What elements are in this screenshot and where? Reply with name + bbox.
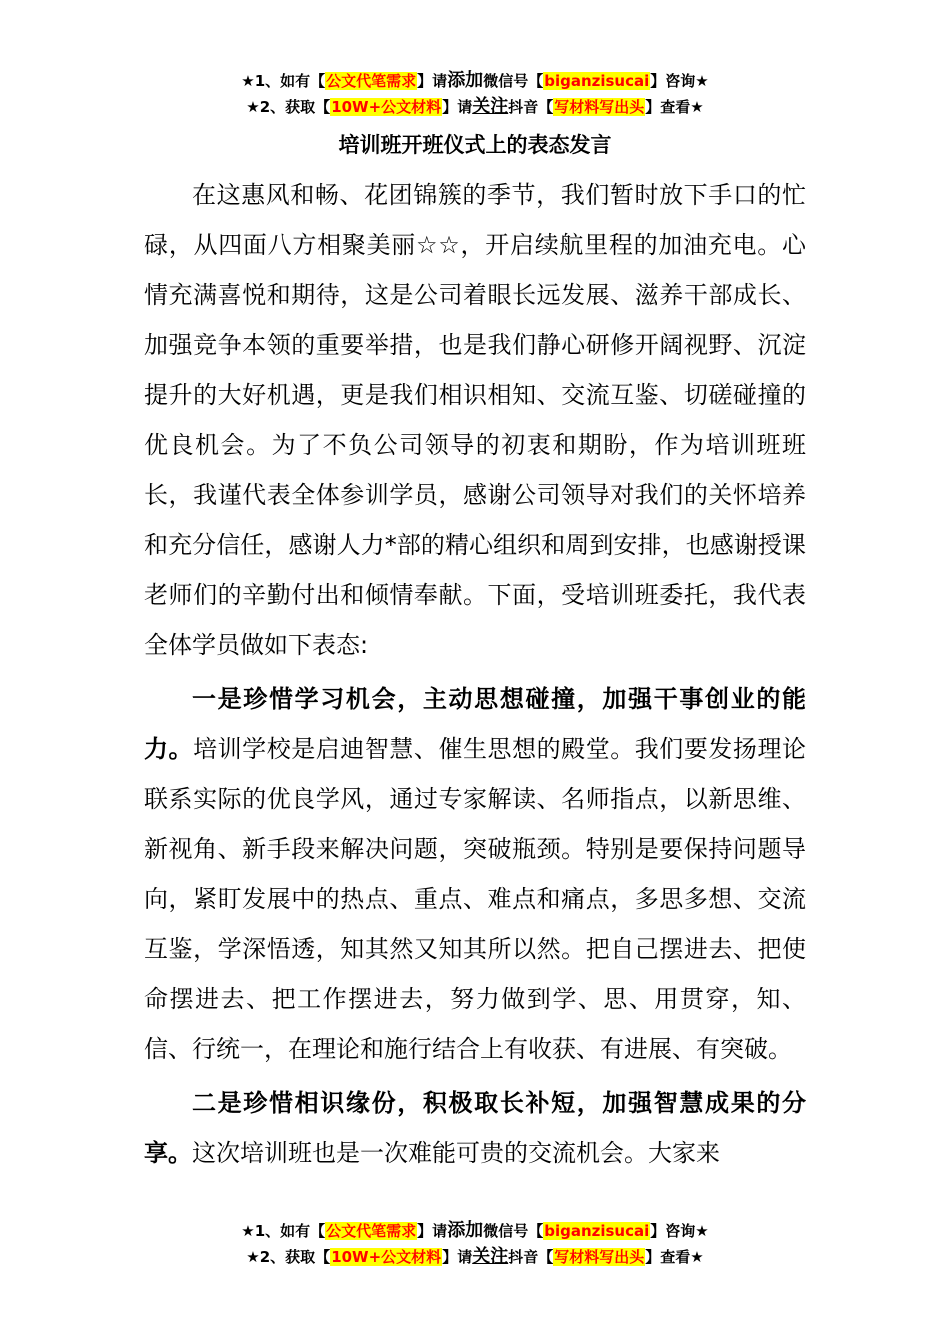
promo-line-2-mid-2: 抖音【 — [508, 98, 554, 116]
footer-promo-line-1-suffix: 】咨询★ — [650, 1222, 709, 1240]
promo-line-1-emphasis: 添加 — [447, 70, 484, 91]
paragraph-point-2-text: 这次培训班也是一次难能可贵的交流机会。大家来 — [192, 1139, 720, 1167]
promo-line-2-suffix: 】查看★ — [645, 98, 704, 116]
paragraph-point-1-lead: 一是珍惜学习机会，主动思想碰撞，加强干事创业的能力。 — [144, 685, 806, 763]
promo-line-2-highlight-1: 10W+公文材料 — [331, 98, 442, 116]
document-body — [144, 170, 806, 1178]
promo-line-1 — [0, 68, 950, 94]
promo-line-2-highlight-2: 写材料写出头 — [554, 98, 645, 116]
footer-promo-line-1-emphasis: 添加 — [447, 1220, 484, 1241]
footer-promo-line-2-emphasis: 关注 — [472, 1246, 509, 1267]
footer-promo-banner — [0, 1218, 950, 1270]
footer-promo-line-2-highlight-2: 写材料写出头 — [554, 1248, 645, 1266]
footer-promo-line-2-prefix: ★2、获取【 — [246, 1248, 331, 1266]
promo-line-1-prefix: ★1、如有【 — [241, 72, 326, 90]
promo-line-1-highlight-2: biganzisucai — [544, 72, 650, 90]
document-title: 培训班开班仪式上的表态发言 — [338, 133, 612, 157]
promo-line-1-suffix: 】咨询★ — [650, 72, 709, 90]
header-promo-banner — [0, 68, 950, 120]
paragraph-point-2 — [144, 1078, 806, 1178]
footer-promo-line-1-mid-1: 】请 — [417, 1222, 448, 1240]
footer-promo-line-2 — [0, 1244, 950, 1270]
footer-promo-line-2-suffix: 】查看★ — [645, 1248, 704, 1266]
promo-line-2-mid-1: 】请 — [442, 98, 473, 116]
promo-line-2-prefix: ★2、获取【 — [246, 98, 331, 116]
footer-promo-line-1 — [0, 1218, 950, 1244]
footer-promo-line-2-mid-1: 】请 — [442, 1248, 473, 1266]
footer-promo-line-1-prefix: ★1、如有【 — [241, 1222, 326, 1240]
footer-promo-line-1-highlight-1: 公文代笔需求 — [326, 1222, 417, 1240]
promo-line-2-emphasis: 关注 — [472, 96, 509, 117]
promo-line-1-mid-1: 】请 — [417, 72, 448, 90]
paragraph-intro-text: 在这惠风和畅、花团锦簇的季节，我们暂时放下手口的忙碌，从四面八方相聚美丽☆☆，开启续航里程的加油充电。心情充满喜悦和期待，这是公司着眼长远发展、滋养干部成长、加强竞争本领的重要举措，也是我们静心研修开阔视野、沉淀提升的大好机遇，更是我们相识相知、交流互鉴、切磋碰撞的优良机会。为了不负公司领导的初衷和期盼，作为培训班班长，我谨代表全体参训学员，感谢公司领导对我们的关怀培养和充分信任，感谢人力*部的精心组织和周到安排，也感谢授课老师们的辛勤付出和倾情奉献。下面，受培训班委托，我代表全体学员做如下表态: — [144, 181, 806, 659]
paragraph-intro — [144, 170, 806, 670]
paragraph-point-1 — [144, 674, 806, 1074]
paragraph-point-1-text: 培训学校是启迪智慧、催生思想的殿堂。我们要发扬理论联系实际的优良学风，通过专家解读、名师指点，以新思维、新视角、新手段来解决问题，突破瓶颈。特别是要保持问题导向，紧盯发展中的热点、重点、难点和痛点，多思多想、交流互鉴，学深悟透，知其然又知其所以然。把自己摆进去、把使命摆进去、把工作摆进去，努力做到学、思、用贯穿，知、信、行统一，在理论和施行结合上有收获、有进展、有突破。 — [144, 735, 806, 1063]
footer-promo-line-2-highlight-1: 10W+公文材料 — [331, 1248, 442, 1266]
promo-line-1-mid-2: 微信号【 — [483, 72, 544, 90]
footer-promo-line-1-mid-2: 微信号【 — [483, 1222, 544, 1240]
promo-line-2 — [0, 94, 950, 120]
promo-line-1-highlight-1: 公文代笔需求 — [326, 72, 417, 90]
footer-promo-line-2-mid-2: 抖音【 — [508, 1248, 554, 1266]
footer-promo-line-1-highlight-2: biganzisucai — [544, 1222, 650, 1240]
paragraph-point-2-lead: 二是珍惜相识缘份，积极取长补短，加强智慧成果的分享。 — [144, 1089, 806, 1167]
